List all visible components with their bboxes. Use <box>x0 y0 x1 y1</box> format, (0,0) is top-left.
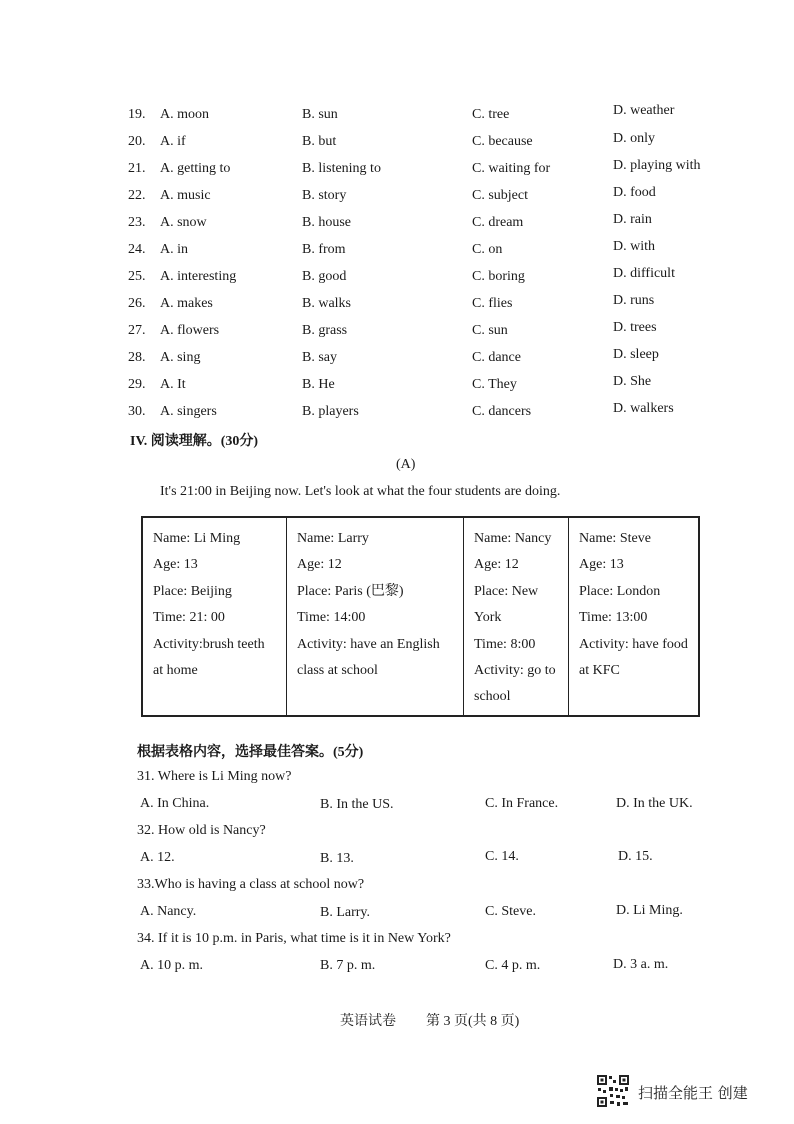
option-a: A. flowers <box>160 323 220 338</box>
option-d: D. In the UK. <box>616 796 693 811</box>
question-number: 25. <box>128 269 146 284</box>
option-d: D. trees <box>613 320 657 335</box>
option-c: C. dancers <box>472 404 532 419</box>
table-cell-li-ming <box>142 517 287 716</box>
mcq-row-28 <box>0 347 794 377</box>
option-d: D. runs <box>613 293 655 308</box>
question-number: 22. <box>128 188 146 203</box>
mcq-row-30 <box>0 401 794 431</box>
question-number: 29. <box>128 377 146 392</box>
option-c: C. 14. <box>485 849 519 864</box>
cell-line: Name: Li Ming <box>153 531 241 546</box>
qr-code-icon <box>596 1074 630 1108</box>
option-a: A. makes <box>160 296 213 311</box>
cell-line: Activity:brush teeth <box>153 636 265 652</box>
option-c: C. waiting for <box>472 161 551 176</box>
footer-subject: 英语试卷 <box>340 1014 396 1029</box>
mcq-row-29 <box>0 374 794 404</box>
footer-page-number: 第 3 页(共 8 页) <box>426 1014 520 1029</box>
option-a: A. in <box>160 242 188 257</box>
cell-line: York <box>474 610 502 626</box>
option-d: D. playing with <box>613 158 701 173</box>
table-cell-steve <box>569 517 700 716</box>
cell-line: Place: London <box>579 583 661 599</box>
question-number: 19. <box>128 107 146 122</box>
option-b: B. but <box>302 134 337 149</box>
option-a: A. singers <box>160 404 217 419</box>
cell-line: Age: 12 <box>474 557 519 573</box>
option-a: A. music <box>160 188 211 203</box>
option-d: D. Li Ming. <box>616 903 683 918</box>
option-a: A. In China. <box>140 796 210 811</box>
cell-line: Place: Beijing <box>153 583 232 599</box>
mcq-row-27 <box>0 320 794 350</box>
passage-intro: It's 21:00 in Beijing now. Let's look at what the four students are doing. <box>160 484 561 499</box>
cell-line: Name: Nancy <box>474 531 552 546</box>
instruction: 根据表格内容，选择最佳答案。(5分) <box>137 745 364 760</box>
question-number: 23. <box>128 215 146 230</box>
option-b: B. He <box>302 377 335 392</box>
cell-line: Activity: have food <box>579 636 688 652</box>
question-number: 30. <box>128 404 146 419</box>
cell-line: Time: 8:00 <box>474 636 536 652</box>
question-number: 24. <box>128 242 146 257</box>
option-b: B. 13. <box>320 851 354 866</box>
option-b: B. In the US. <box>320 797 394 812</box>
option-b: B. house <box>302 215 351 230</box>
mcq-row-26 <box>0 293 794 323</box>
option-c: C. boring <box>472 269 525 284</box>
option-b: B. grass <box>302 323 348 338</box>
cell-line: Age: 12 <box>297 557 342 573</box>
cell-line: Age: 13 <box>153 557 198 573</box>
option-d: D. food <box>613 185 656 200</box>
mcq-row-22 <box>0 185 794 215</box>
option-a: A. snow <box>160 215 207 230</box>
option-b: B. Larry. <box>320 905 371 920</box>
option-c: C. They <box>472 377 517 392</box>
option-c: C. flies <box>472 296 513 311</box>
option-d: D. weather <box>613 103 675 118</box>
question-number: 28. <box>128 350 146 365</box>
passage-label: (A) <box>396 457 416 472</box>
option-c: C. sun <box>472 323 508 338</box>
option-d: D. only <box>613 131 655 146</box>
question-stem: 32. How old is Nancy? <box>137 823 266 838</box>
table-cell-nancy <box>464 517 569 716</box>
cell-line: Time: 21: 00 <box>153 610 225 626</box>
option-d: D. rain <box>613 212 652 227</box>
option-a: A. 10 p. m. <box>140 958 203 973</box>
mcq-row-24 <box>0 239 794 269</box>
mcq-row-21 <box>0 158 794 188</box>
cell-line: at home <box>153 663 198 679</box>
option-d: D. She <box>613 374 652 389</box>
option-c: C. dance <box>472 350 521 365</box>
option-c: C. 4 p. m. <box>485 958 541 973</box>
cell-line: Age: 13 <box>579 557 624 573</box>
mcq-row-23 <box>0 212 794 242</box>
question-number: 26. <box>128 296 146 311</box>
cell-line: Time: 13:00 <box>579 610 648 626</box>
question-number: 21. <box>128 161 146 176</box>
option-d: D. difficult <box>613 266 675 281</box>
scanner-watermark: 扫描全能王 创建 <box>638 1084 748 1102</box>
option-a: A. interesting <box>160 269 237 284</box>
option-c: C. on <box>472 242 503 257</box>
section-title: IV. 阅读理解。(30分) <box>130 434 259 449</box>
cell-line: Place: Paris (巴黎) <box>297 583 404 599</box>
option-d: D. 3 a. m. <box>613 957 669 972</box>
option-b: B. say <box>302 350 337 365</box>
option-d: D. with <box>613 239 655 254</box>
option-c: C. tree <box>472 107 510 122</box>
option-a: A. sing <box>160 350 201 365</box>
option-a: A. moon <box>160 107 209 122</box>
cell-line: Time: 14:00 <box>297 610 366 626</box>
student-info-table <box>141 516 700 717</box>
option-c: C. Steve. <box>485 904 536 919</box>
cell-line: Name: Larry <box>297 531 369 546</box>
cell-line: Place: New <box>474 583 539 599</box>
option-d: D. walkers <box>613 401 674 416</box>
cell-line: at KFC <box>579 663 620 679</box>
question-stem: 34. If it is 10 p.m. in Paris, what time is it in New York? <box>137 931 451 946</box>
option-c: C. dream <box>472 215 524 230</box>
option-c: C. because <box>472 134 533 149</box>
cell-line: class at school <box>297 663 378 679</box>
option-b: B. from <box>302 242 346 257</box>
option-a: A. getting to <box>160 161 231 176</box>
option-b: B. story <box>302 188 347 203</box>
option-b: B. walks <box>302 296 351 311</box>
option-c: C. In France. <box>485 796 559 811</box>
cell-line: Name: Steve <box>579 531 651 546</box>
cell-line: school <box>474 689 511 705</box>
option-a: A. 12. <box>140 850 175 865</box>
option-d: D. sleep <box>613 347 659 362</box>
question-stem: 33.Who is having a class at school now? <box>137 877 365 892</box>
option-b: B. sun <box>302 107 338 122</box>
option-b: B. good <box>302 269 347 284</box>
mcq-row-25 <box>0 266 794 296</box>
option-a: A. It <box>160 377 186 392</box>
option-d: D. 15. <box>618 849 653 864</box>
mcq-row-20 <box>0 131 794 161</box>
table-cell-larry <box>287 517 464 716</box>
option-a: A. Nancy. <box>140 904 197 919</box>
option-b: B. players <box>302 404 359 419</box>
option-a: A. if <box>160 134 186 149</box>
question-number: 20. <box>128 134 146 149</box>
option-b: B. 7 p. m. <box>320 958 376 973</box>
question-stem: 31. Where is Li Ming now? <box>137 769 292 784</box>
cell-line: Activity: go to <box>474 663 556 679</box>
option-b: B. listening to <box>302 161 381 176</box>
mcq-row-19 <box>0 103 794 134</box>
question-number: 27. <box>128 323 146 338</box>
option-c: C. subject <box>472 188 528 203</box>
cell-line: Activity: have an English <box>297 636 440 652</box>
